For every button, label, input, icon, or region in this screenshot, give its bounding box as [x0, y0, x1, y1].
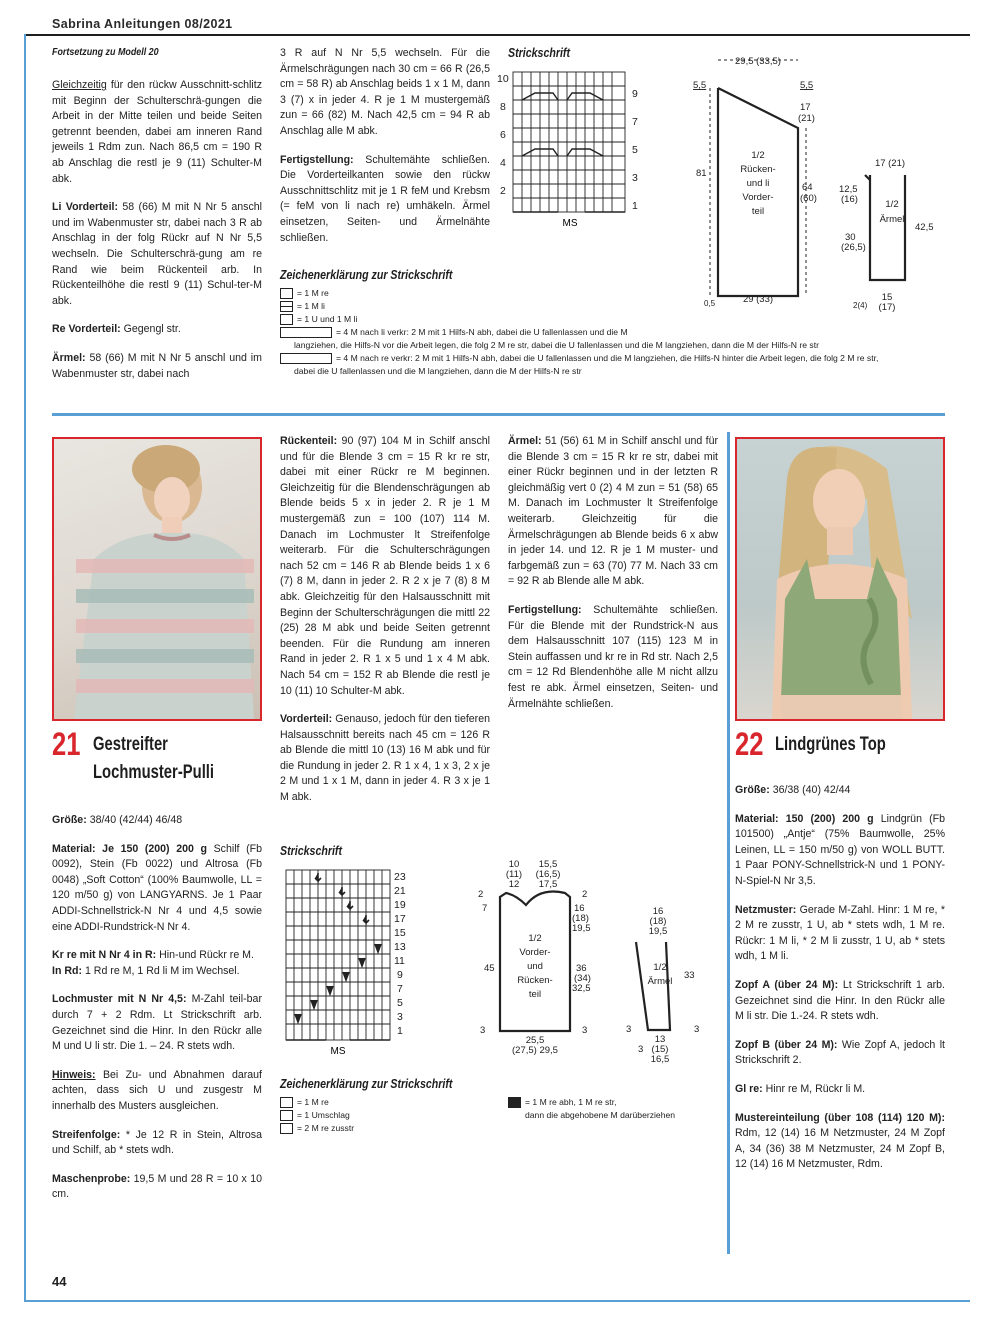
column-divider	[727, 432, 730, 1254]
chart-top-ms: MS	[562, 218, 578, 229]
schematic-back-front-top	[688, 48, 853, 318]
svg-text:19: 19	[394, 899, 406, 911]
k2tog-symbol	[280, 1123, 293, 1134]
svg-text:1/2: 1/2	[653, 962, 667, 973]
svg-text:0,5: 0,5	[704, 299, 716, 308]
svg-text:5,5: 5,5	[800, 80, 814, 91]
chart-top-row-1: 1	[632, 200, 638, 212]
striped-sweater-illustration	[54, 439, 260, 719]
svg-text:(18): (18)	[572, 913, 589, 924]
svg-text:(16): (16)	[841, 194, 858, 205]
bottom-margin-rule	[24, 1300, 970, 1302]
svg-text:Rücken-: Rücken-	[740, 164, 776, 175]
svg-text:2: 2	[582, 889, 588, 900]
svg-text:36: 36	[576, 963, 587, 974]
svg-text:11: 11	[394, 955, 405, 967]
svg-text:17,5: 17,5	[538, 879, 558, 890]
svg-text:16: 16	[652, 906, 664, 917]
chart-title-21: Strickschrift	[280, 844, 343, 858]
left-margin-rule	[24, 34, 26, 1302]
model-22-name: Lindgrünes Top	[775, 734, 886, 755]
svg-text:13: 13	[394, 941, 406, 953]
model-21-name-line2: Lochmuster-Pulli	[93, 762, 215, 783]
svg-text:12: 12	[508, 879, 520, 890]
chart-top-row-3: 3	[632, 172, 638, 184]
svg-text:Ärmel: Ärmel	[879, 214, 905, 225]
svg-text:2: 2	[478, 889, 484, 900]
svg-text:(21): (21)	[798, 113, 815, 124]
chart-title-top: Strickschrift	[508, 46, 571, 60]
header-rule	[25, 34, 970, 36]
top-column-2: 3 R auf N Nr 5,5 wechseln. Für die Ärmelschrägungen nach 30 cm = 66 R (26,5 cm = 58 R) ab Anschlag beids 1 x 1 M, dann 3 (7) x in jeder 4. R je 1 M mustergemäß zun = 66 (82) M. Nach 42,5 cm = 94 R ab Anschlag alle M abk. Fertigstellung: Schultemähte schließen. Die Vorderteilkanten sowie den rückw Ausschnittschlitz mit je 1 R feM und Krebsm (= feM von li nach re) umhäkeln. Ärmel einsetzen, Seiten- und Ärmelnähte schließen.	[280, 47, 490, 244]
svg-text:(15): (15)	[651, 1044, 669, 1055]
svg-text:3: 3	[626, 1024, 632, 1035]
cable-right-symbol	[280, 353, 332, 364]
knit-stitch-symbol	[280, 288, 293, 299]
svg-text:(26,5): (26,5)	[841, 242, 866, 253]
chart-top-row-4: 4	[500, 157, 506, 169]
svg-text:Vorder-: Vorder-	[742, 192, 774, 203]
svg-text:9: 9	[397, 969, 403, 981]
chart-top-row-5: 5	[632, 144, 638, 156]
svg-text:17: 17	[394, 913, 406, 925]
model-22-photo	[735, 437, 945, 721]
knitting-chart-top	[495, 64, 655, 239]
schematic-sleeve-top	[835, 150, 945, 315]
svg-text:25,5: 25,5	[525, 1035, 545, 1046]
model-21-column-2: Rückenteil: 90 (97) 104 M in Schilf anschl und für die Blende 3 cm = 15 R kr re str, dabei mit einer Rückr re M beginnen. Gleichzeitig für die Blendenschrägungen ab Blende beids 5 x in jeder 2. R je 1 M mustergemäß zun = 100 (107) 114 M. Danach im Lochmuster lt Streifenfolge weiterarb. Für die Schulterschrägungen nach 52 cm = 146 R ab Blende beids 1 x 6 (7) 8 M, dann in jeder 2. R 2 x je 7 (8) 8 M abk. Gleichzeitig für den Halsausschnitt mit Beginn der Schulterschrägungen die mittl 22 (25) 28 M abk und beide Seiten getrennt beenden. Für die Rundung am inneren Rand in jeder 2. R 1 x 5 und 1 x 4 M abk. Nach 54 cm = 152 R ab Blende die restl je 10 (11) 10 Schulter-M abk. Vorderteil: Genauso, jedoch für den tieferen Halsausschnitt bereits nach 45 cm = 126 R ab Blende die mittl 10 (13) 16 M abk und für die Rundung in jeder 2. R 1 x 4, 1 x 3, 2 x je 2 M und 1 x 1 M, dann in jeder 4. R 3 x je 1 M abk.	[280, 435, 490, 804]
yarn-over-symbol	[280, 1110, 293, 1121]
svg-text:5,5: 5,5	[693, 80, 707, 91]
svg-text:29,5 (33,5): 29,5 (33,5)	[735, 56, 781, 67]
svg-text:teil: teil	[751, 206, 765, 217]
svg-text:teil: teil	[528, 989, 542, 1000]
magazine-header: Sabrina Anleitungen 08/2021	[52, 17, 233, 31]
model-21-name-line1: Gestreifter	[93, 734, 168, 755]
svg-text:29 (33): 29 (33)	[742, 294, 774, 305]
svg-text:2(4): 2(4)	[853, 301, 868, 310]
top-column-1: Gleichzeitig für den rückw Ausschnitt-schlitz mit Beginn der Schulterschrä-gungen die Arbeit in der Mitte teilen und beide Seiten getrennt beenden, dabei am inneren Rand jeweils 1 Rdm zun. Nach 86,5 cm = 190 R ab Anschlag die restl je 9 (11) Schulter-M abk. Li Vorderteil: 58 (66) M mit N Nr 5 anschl und im Wabenmuster str, dabei nach 3 R ab Anschlag in der folg Rückr auf N Nr 5,5 wechseln. Die Schulterschrä-gung am re Rand wie beim Rückenteil arb. In Rückenteilhöhe die restl 9 (11) Schul-ter-M abk. Re Vorderteil: Gegengl str. Ärmel: 58 (66) M mit N Nr 5 anschl und im Wabenmuster str, dabei nach	[52, 79, 262, 380]
svg-text:23: 23	[394, 871, 406, 883]
schematic-21-body	[470, 855, 600, 1060]
legend-21-right: = 1 M re abh, 1 M re str, dann die abgehobene M darüberziehen	[508, 1096, 718, 1122]
svg-text:15: 15	[394, 927, 406, 939]
svg-text:19,5: 19,5	[572, 923, 591, 934]
svg-text:(16,5): (16,5)	[535, 869, 561, 880]
svg-text:(17): (17)	[878, 302, 896, 313]
svg-text:(60): (60)	[800, 193, 817, 204]
svg-text:3: 3	[582, 1025, 588, 1036]
svg-text:7: 7	[482, 903, 488, 914]
legend-top: = 1 M re = 1 M li = 1 U und 1 M li = 4 M nach li verkr: 2 M mit 1 Hilfs-N abh, dabei die U fallenlassen und die M langziehen, die Hilfs-N vor die Arbeit legen, die folg 2 M re str, dabei die U fallenlassen und die M langziehen, dann die M der Hilfs-N re str = 4 M nach re verkr: 2 M mit 1 Hilfs-N abh, dabei die U fallenlassen und die M langziehen, die Hilfs-N hinter die Arbeit legen, die folg 2 M re str, dabei die U fallenlassen und die M langziehen, dann die M der Hilfs-N re str	[280, 287, 960, 378]
chart-top-row-8: 8	[500, 101, 506, 113]
svg-text:30: 30	[845, 232, 856, 243]
model-22-column: Größe: 36/38 (40) 42/44 Material: 150 (200) 200 g Lindgrün (Fb 101500) „Antje“ (75% Baumwolle, 25% Leinen, LL = 150 m/50 g) von WOLL BUTT. 1 Paar PONY-Schnellstrick-N und 1 PONY-N-Spiel-N Nr 3,5. Netzmuster: Gerade M-Zahl. Hinr: 1 M re, * 2 M re zusstr, 1 U, ab * stets wdh, 1 M re. Rückr: 1 M li, * 2 M li zusstr, 1 U, ab * stets wdh, 1 M li. Zopf A (über 24 M): Lt Strickschrift 1 arb. Gezeichnet sind die Hinr. In den Rückr alle M li str. Die 1.-24. R stets wdh. Zopf B (über 24 M): Wie Zopf A, jedoch lt Strickschrift 2. Gl re: Hinr re M, Rückr li M. Mustereinteilung (über 108 (114) 120 M): Rdm, 12 (14) 16 M Netzmuster, 24 M Zopf A, 34 (36) 38 M Netzmuster, 24 M Zopf B, 12 (14) 16 M Netzmuster, Rdm.	[735, 784, 946, 1171]
model-21-photo	[52, 437, 262, 721]
section-divider	[52, 413, 945, 416]
svg-text:1/2: 1/2	[528, 933, 542, 944]
svg-text:(11): (11)	[505, 869, 523, 880]
svg-text:(27,5) 29,5: (27,5) 29,5	[512, 1045, 558, 1056]
knitting-chart-21	[280, 864, 420, 1069]
svg-text:32,5: 32,5	[572, 983, 591, 994]
svg-text:16: 16	[574, 903, 585, 914]
continuation-label: Fortsetzung zu Modell 20	[52, 46, 159, 58]
chart-top-row-2: 2	[500, 185, 506, 197]
chart-top-row-10: 10	[497, 73, 509, 85]
svg-text:Vorder-: Vorder-	[519, 947, 551, 958]
chart-21-ms: MS	[330, 1046, 346, 1057]
page-number: 44	[52, 1274, 67, 1289]
legend-title-21: Zeichenerklärung zur Strickschrift	[280, 1077, 453, 1091]
svg-text:7: 7	[397, 983, 403, 995]
svg-text:15: 15	[881, 292, 893, 303]
model-22-number: 22	[735, 726, 764, 762]
svg-text:1: 1	[397, 1025, 403, 1037]
svg-text:1/2: 1/2	[751, 150, 765, 161]
svg-text:33: 33	[684, 970, 695, 981]
svg-text:3: 3	[694, 1024, 700, 1035]
svg-text:16,5: 16,5	[650, 1054, 670, 1065]
svg-text:13: 13	[654, 1034, 666, 1045]
schematic-21-sleeve	[618, 900, 718, 1070]
purl-stitch-symbol	[280, 301, 293, 312]
legend-21: = 1 M re = 1 Umschlag = 2 M re zusstr	[280, 1096, 480, 1135]
knit-stitch-symbol	[280, 1097, 293, 1108]
svg-text:3: 3	[638, 1044, 644, 1055]
cable-left-symbol	[280, 327, 332, 338]
model-21-number: 21	[52, 726, 81, 762]
svg-text:42,5: 42,5	[915, 222, 934, 233]
chart-top-row-9: 9	[632, 88, 638, 100]
svg-text:21: 21	[394, 885, 406, 897]
model-21-column-3: Ärmel: 51 (56) 61 M in Schilf anschl und für die Blende 3 cm = 15 R kr re str, dabei mit einer Rückr beginnen und in der letzten R gleichmäßig vert 0 (2) 4 M zun = 51 (58) 65 M. Danach im Lochmuster lt Streifenfolge weiterarb. Gleichzeitig für die Ärmelschrägungen ab Blende beids 6 x abw in jeder 14. und 12. R je 1 M muster- und farbgemäß zun = 63 (70) 77 M. Nach 33 cm = 92 R ab Blende alle M abk. Fertigstellung: Schultemähte schließen. Für die Blende mit der Rundstrick-N aus dem Halsausschnitt 107 (115) 123 M in Stein auffassen und kr re in Rd str. Nach 2,5 cm = 12 Rd Blendenhöhe alle M nicht allzu fest re abk. Ärmel einsetzen, Seiten- und Ärmelnähte schließen.	[508, 435, 718, 710]
svg-text:19,5: 19,5	[648, 926, 668, 937]
svg-text:(18): (18)	[649, 916, 667, 927]
chart-top-row-6: 6	[500, 129, 506, 141]
svg-text:3: 3	[480, 1025, 486, 1036]
svg-text:und li: und li	[746, 178, 770, 189]
skp-symbol	[508, 1097, 521, 1108]
svg-text:1/2: 1/2	[885, 199, 899, 210]
chart-top-row-7: 7	[632, 116, 638, 128]
svg-text:10: 10	[508, 859, 520, 870]
legend-title-top: Zeichenerklärung zur Strickschrift	[280, 268, 453, 282]
svg-text:81: 81	[696, 168, 707, 179]
svg-text:Ärmel: Ärmel	[647, 976, 673, 987]
svg-text:3: 3	[397, 1011, 403, 1023]
svg-text:45: 45	[484, 963, 495, 974]
svg-text:12,5: 12,5	[839, 184, 858, 195]
svg-text:(34): (34)	[574, 973, 591, 984]
svg-text:64: 64	[802, 182, 813, 193]
model-21-column-1: Größe: 38/40 (42/44) 46/48 Material: Je 150 (200) 200 g Schilf (Fb 0092), Stein (Fb 0022) und Altrosa (Fb 0048) „Soft Cotton“ (100% Baumwolle, LL = 120 m/50 g) von LANGYARNS. Je 1 Paar ADDI-Schnellstrick-N Nr 4 und 4,5 sowie eine ADDI-Rundstrick-N Nr 4. Kr re mit N Nr 4 in R: Hin-und Rückr re M. In Rd: 1 Rd re M, 1 Rd li M im Wechsel. Lochmuster mit N Nr 4,5: M-Zahl teil-bar durch 7 + 2 Rdm. Lt Strickschrift arb. Gezeichnet sind die Hinr. In den Rückr alle M und U li str. Die 1. – 24. R stets wdh. Hinweis: Bei Zu- und Abnahmen darauf achten, dass sich U und zusgestr M innerhalb des Musters ausgleichen. Streifenfolge: * Je 12 R in Stein, Altrosa und Schilf, ab * stets wdh. Maschenprobe: 19,5 M und 28 R = 10 x 10 cm.	[52, 814, 263, 1201]
svg-text:17 (21): 17 (21)	[874, 158, 906, 169]
svg-text:Rücken-: Rücken-	[517, 975, 553, 986]
yarn-over-purl-symbol	[280, 314, 293, 325]
green-top-illustration	[737, 439, 943, 719]
svg-text:17: 17	[800, 102, 811, 113]
svg-text:15,5: 15,5	[538, 859, 558, 870]
svg-text:5: 5	[397, 997, 403, 1009]
svg-text:und: und	[527, 961, 543, 972]
